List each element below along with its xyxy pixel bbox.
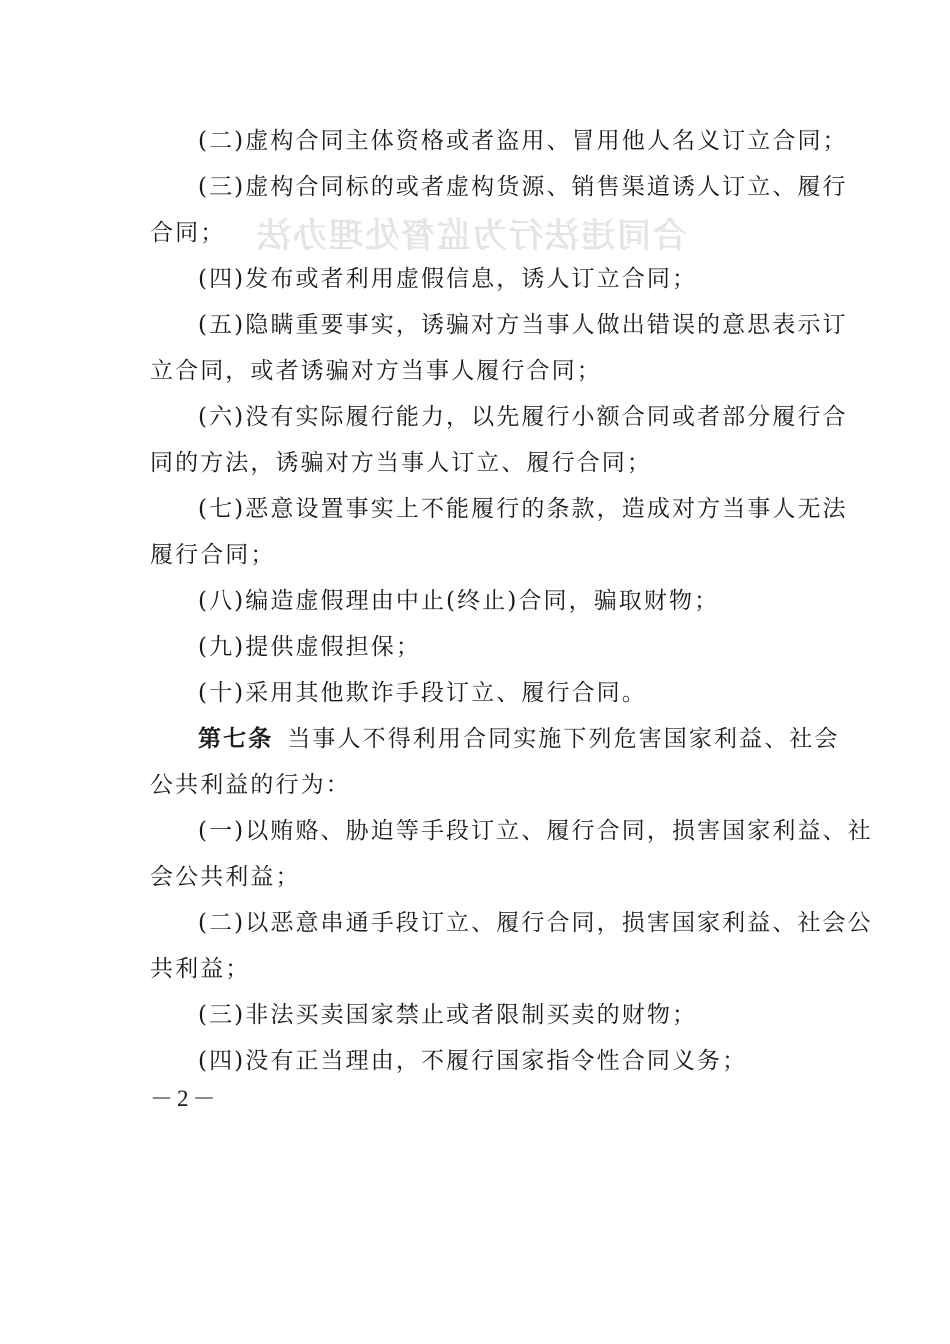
text-line: (三)虚构合同标的或者虚构货源、销售渠道诱人订立、履行 [198,174,848,200]
text-line: (四)发布或者利用虚假信息，诱人订立合同； [198,266,698,292]
text-line: (六)没有实际履行能力，以先履行小额合同或者部分履行合 [198,404,848,430]
text-line: (三)非法买卖国家禁止或者限制买卖的财物； [198,1002,698,1028]
text-line: (十)采用其他欺诈手段订立、履行合同。 [198,680,647,706]
text-line: (八)编造虚假理由中止(终止)合同，骗取财物； [198,588,720,614]
text-line: 立合同，或者诱骗对方当事人履行合同； [150,358,602,384]
text-line: 同的方法，诱骗对方当事人订立、履行合同； [150,450,652,476]
text-line: (四)没有正当理由，不履行国家指令性合同义务； [198,1048,748,1074]
article-7-line [198,724,840,754]
text-line: 公共利益的行为： [150,772,351,798]
text-line: (七)恶意设置事实上不能履行的条款，造成对方当事人无法 [198,496,848,522]
article-heading: 第七条 [198,726,274,752]
page-number: －2－ [150,1086,220,1111]
text-line: (九)提供虚假担保； [198,634,421,660]
text-line: 履行合同； [150,542,276,568]
text-line: (一)以贿赂、胁迫等手段订立、履行合同，损害国家利益、社 [198,818,873,844]
text-line: 当事人不得利用合同实施下列危害国家利益、社会 [287,726,840,752]
bleed-through-title: 合同违法行为监督处理办法 [255,216,687,256]
text-line: 共利益； [150,956,251,982]
text-line: 会公共利益； [150,864,301,890]
text-line: 合同； [150,220,226,246]
text-line: (二)虚构合同主体资格或者盗用、冒用他人名义订立合同； [198,128,848,154]
text-line: (二)以恶意串通手段订立、履行合同，损害国家利益、社会公 [198,910,873,936]
text-line: (五)隐瞒重要事实，诱骗对方当事人做出错误的意思表示订 [198,312,848,338]
